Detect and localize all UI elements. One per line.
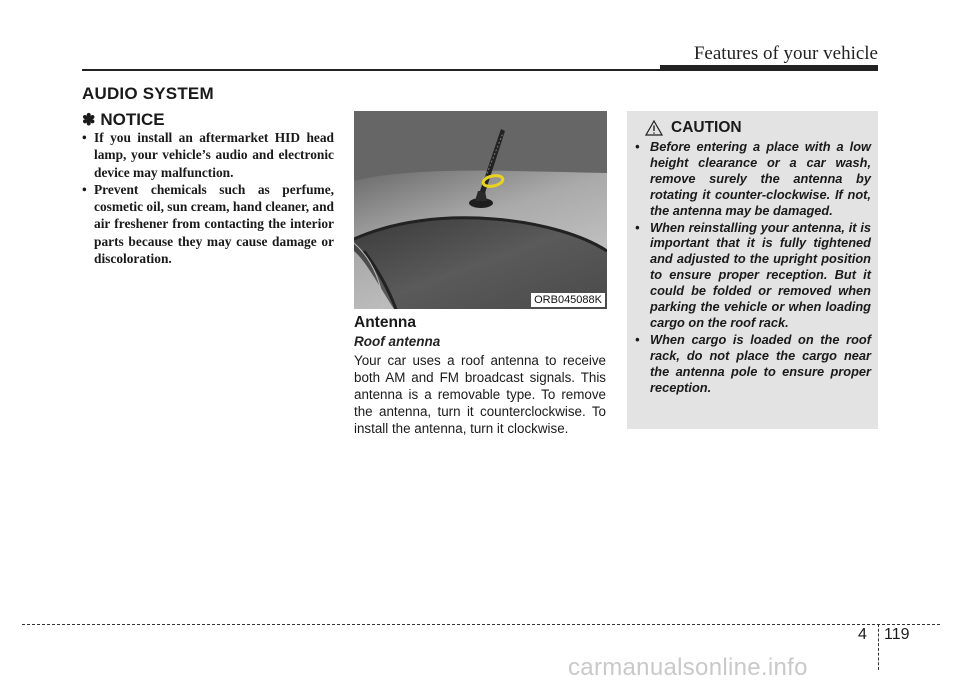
car-roof-antenna-illustration xyxy=(354,111,607,309)
antenna-title: Antenna xyxy=(354,314,416,331)
antenna-body: Your car uses a roof antenna to receive both AM and FM broadcast signals. This antenna is a removable type. To remove the antenna, turn it counterclockwise. To install the antenna, turn it clockwise. xyxy=(354,353,606,436)
notice-item: • If you install an aftermarket HID head lamp, your vehicle’s audio and electronic device may malfunction. xyxy=(82,129,334,181)
footer-divider xyxy=(878,624,879,670)
page-number: 119 xyxy=(884,626,910,643)
caution-item: • When cargo is loaded on the roof rack, do not place the cargo near the antenna pole to ensure proper reception. xyxy=(635,332,871,396)
caution-list xyxy=(635,139,871,397)
caution-item: • When reinstalling your antenna, it is important that it is fully tightened and adjusted to the upright position to ensure proper reception. But it could be folded or removed when parking the vehicle or when loading cargo on the roof rack. xyxy=(635,220,871,331)
warning-triangle-icon xyxy=(645,120,663,136)
figure-code: ORB045088K xyxy=(531,293,605,307)
caution-heading-text: CAUTION xyxy=(671,119,742,136)
watermark: carmanualsonline.info xyxy=(568,654,808,681)
header-rule xyxy=(82,69,662,71)
notice-heading-text: NOTICE xyxy=(100,110,165,129)
chapter-number: 4 xyxy=(858,626,867,643)
caution-item: • Before entering a place with a low height clearance or a car wash, remove surely the antenna by rotating it counter-clockwise. If not, the antenna may be damaged. xyxy=(635,139,871,219)
section-title: AUDIO SYSTEM xyxy=(82,84,214,103)
roof-antenna-figure xyxy=(354,111,607,309)
notice-heading xyxy=(82,110,165,130)
caution-heading xyxy=(645,119,742,137)
header-rule-bold xyxy=(660,65,878,71)
caution-box xyxy=(627,111,878,429)
antenna-subtitle: Roof antenna xyxy=(354,334,441,349)
notice-list xyxy=(82,129,334,267)
notice-item: • Prevent chemicals such as perfume, cosmetic oil, sun cream, hand cleaner, and air freshener from contacting the interior parts because they may cause damage or discoloration. xyxy=(82,181,334,267)
footer-rule xyxy=(22,624,940,625)
chapter-title: Features of your vehicle xyxy=(693,43,878,64)
notice-star-icon: ✽ xyxy=(82,112,96,129)
